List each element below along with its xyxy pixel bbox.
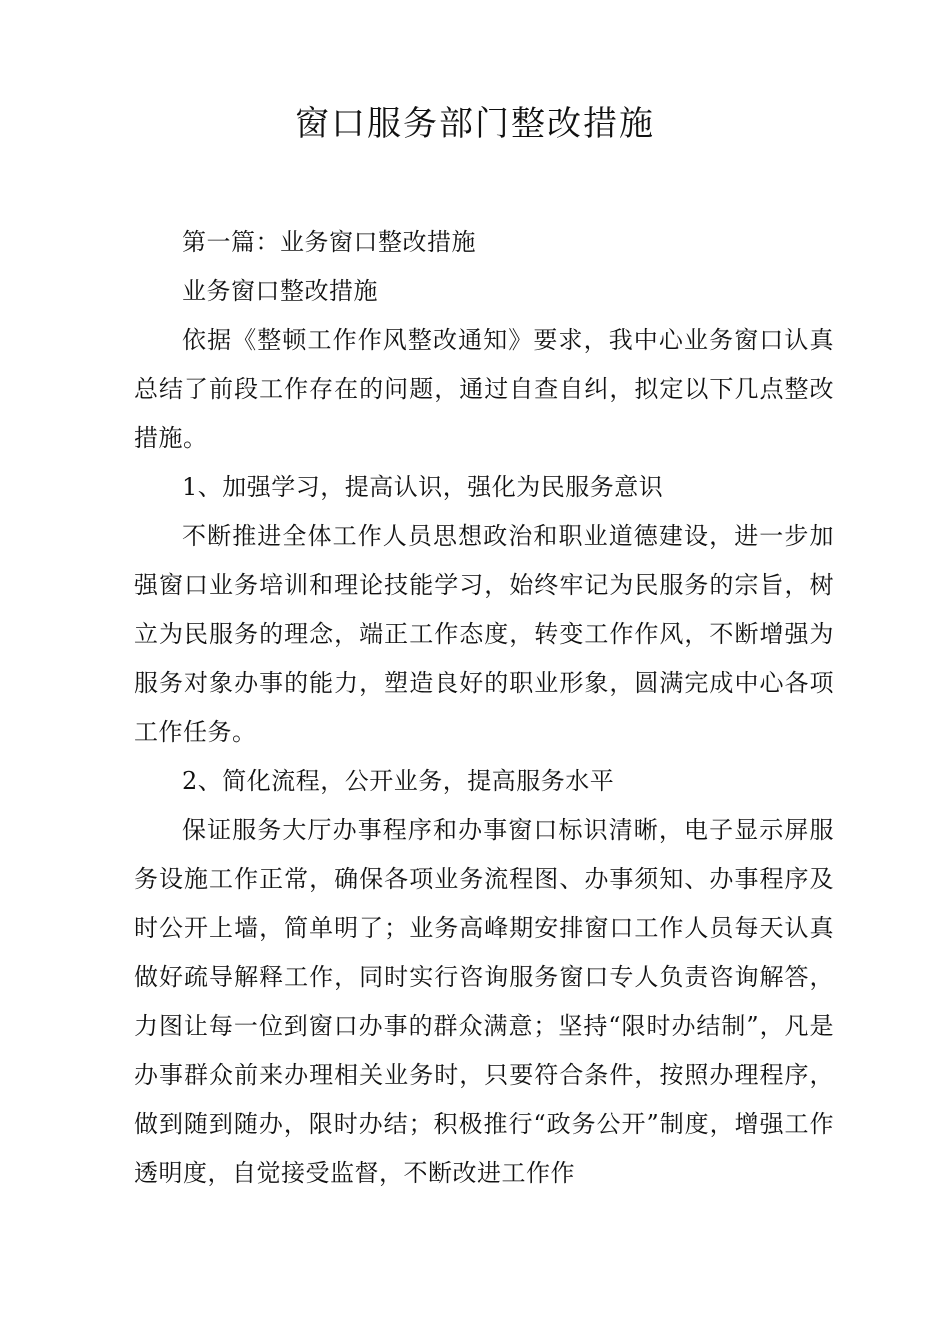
point-paragraph-1: 不断推进全体工作人员思想政治和职业道德建设，进一步加强窗口业务培训和理论技能学习，始终牢记为民服务的宗旨，树立为民服务的理念，端正工作态度，转变工作作风，不断增强为服务对象办事的能力，塑造良好的职业形象，圆满完成中心各项工作任务。 xyxy=(134,522,834,746)
section-heading: 第一篇：业务窗口整改措施 xyxy=(182,228,476,256)
point-paragraph-2: 保证服务大厅办事程序和办事窗口标识清晰，电子显示屏服务设施工作正常，确保各项业务流程图、办事须知、办事程序及时公开上墙，简单明了；业务高峰期安排窗口工作人员每天认真做好疏导解释工作，同时实行咨询服务窗口专人负责咨询解答，力图让每一位到窗口办事的群众满意；坚持“限时办结制”，凡是办事群众前来办理相关业务时，只要符合条件，按照办理程序，做到随到随办，限时办结；积极推行“政务公开”制度，增强工作透明度，自觉接受监督，不断改进工作作 xyxy=(134,816,834,1187)
point-heading-1: 1、加强学习，提高认识，强化为民服务意识 xyxy=(182,473,664,501)
document-title: 窗口服务部门整改措施 xyxy=(295,104,655,144)
point-heading-2: 2、简化流程，公开业务，提高服务水平 xyxy=(182,767,615,795)
document-body xyxy=(134,218,834,1198)
subheading: 业务窗口整改措施 xyxy=(182,277,378,305)
intro-paragraph: 依据《整顿工作作风整改通知》要求，我中心业务窗口认真总结了前段工作存在的问题，通过自查自纠，拟定以下几点整改措施。 xyxy=(134,326,834,452)
